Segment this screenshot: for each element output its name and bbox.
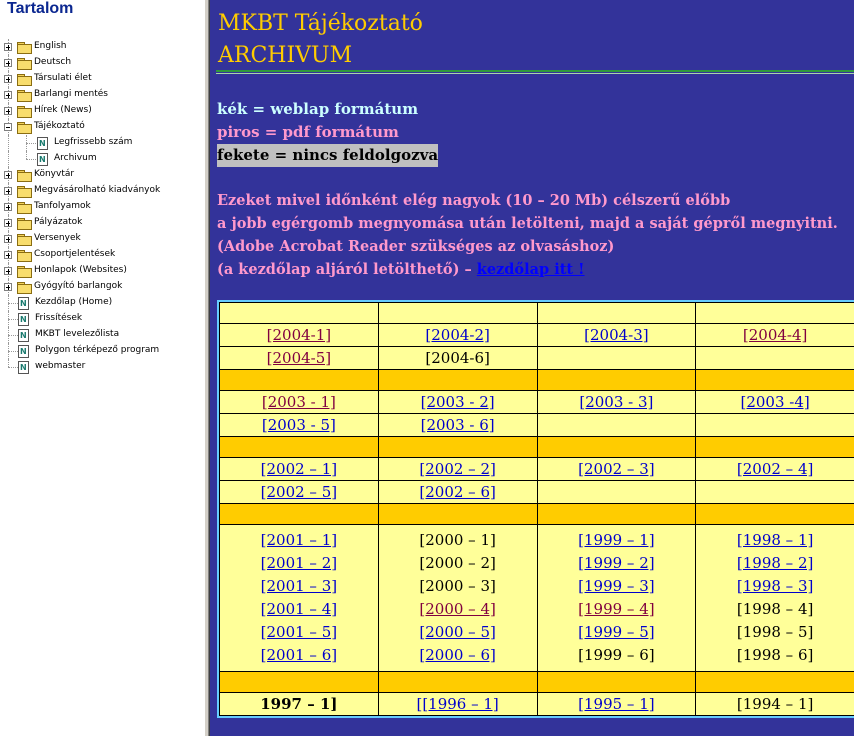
issue-link[interactable]: [2000 – 5]	[419, 623, 496, 641]
sidebar-item-label[interactable]: Megvásárolható kiadványok	[34, 185, 161, 195]
folder-icon	[17, 186, 32, 197]
notice-line3: (Adobe Acrobat Reader szükséges az olvasáshoz)	[217, 238, 615, 255]
issue-label: [2000 – 3]	[419, 577, 496, 595]
main-content	[210, 0, 854, 736]
expand-icon[interactable]	[4, 43, 12, 51]
tree-connector	[8, 151, 9, 167]
issue-link[interactable]: [2001 – 1]	[260, 531, 338, 549]
sidebar-item-kezd-lap-home[interactable]	[0, 295, 204, 311]
spacer-cell	[696, 504, 854, 525]
issue-link[interactable]: [2002 – 5]	[260, 483, 338, 501]
issue-link[interactable]: [2002 – 4]	[736, 460, 814, 478]
tree-connector	[26, 143, 36, 144]
table-top-row	[220, 303, 854, 324]
folder-icon	[17, 170, 32, 181]
archive-cell	[220, 414, 379, 437]
issue-label: [1998 – 5]	[736, 623, 814, 641]
sidebar-item-label[interactable]: Pályázatok	[34, 217, 83, 227]
issue-link[interactable]: [2002 – 6]	[419, 483, 496, 501]
page-icon	[18, 345, 29, 358]
spacer-cell	[220, 504, 379, 525]
page-icon	[18, 329, 29, 342]
issue-link[interactable]: [1995 – 1]	[578, 695, 655, 713]
issue-label: [1998 – 6]	[736, 646, 814, 664]
sidebar-item-friss-t-sek[interactable]	[0, 311, 204, 327]
issue-link[interactable]: [2003 - 3]	[579, 393, 654, 411]
sidebar-item-p-ly-zatok[interactable]	[0, 215, 204, 231]
issue-link[interactable]: [2003 - 5]	[261, 416, 336, 434]
table-row	[220, 481, 854, 504]
download-notice	[217, 189, 838, 281]
notice-line2: a jobb egérgomb megnyomása után letölteni, majd a saját gépről megnyitni.	[217, 215, 838, 232]
sidebar-item-csoportjelent-sek[interactable]	[0, 247, 204, 263]
tree-connector	[8, 303, 18, 304]
archive-cell	[696, 347, 854, 370]
expand-icon[interactable]	[4, 235, 12, 243]
archive-cell	[378, 481, 537, 504]
issue-link[interactable]: [2001 – 2]	[260, 554, 338, 572]
tree-view	[0, 39, 204, 375]
spacer-cell	[696, 437, 854, 458]
table-row	[220, 347, 854, 370]
sidebar	[0, 0, 204, 736]
tree-connector	[8, 135, 9, 151]
sidebar-item-label[interactable]: Gyógyító barlangok	[34, 281, 123, 291]
issue-link[interactable]: [2003 - 1]	[261, 393, 336, 411]
issue-label: 1997 – 1]	[260, 695, 338, 713]
spacer-cell	[696, 303, 854, 324]
issue-link[interactable]: [2000 – 6]	[419, 646, 496, 664]
folder-icon	[17, 266, 32, 277]
folder-icon	[17, 218, 32, 229]
issue-link[interactable]: [2004-2]	[425, 326, 490, 344]
archive-cell	[378, 347, 537, 370]
issue-link[interactable]: [2004-5]	[266, 349, 332, 367]
home-link[interactable]: kezdőlap itt !	[476, 261, 585, 278]
tree-connector	[8, 319, 18, 320]
archive-cell	[220, 391, 379, 414]
notice-line1: Ezeket mivel időnként elég nagyok (10 – 20 Mb) célszerű előbb	[217, 192, 731, 209]
expand-icon[interactable]	[4, 75, 12, 83]
spacer-cell	[378, 303, 537, 324]
issue-link[interactable]: [2004-3]	[584, 326, 649, 344]
archive-cell	[537, 324, 696, 347]
archive-cell	[696, 324, 854, 347]
title-rule-light	[216, 73, 854, 74]
group-separator	[220, 370, 854, 391]
spacer-cell	[537, 672, 696, 693]
folder-icon	[17, 122, 32, 133]
issue-label: [2004-6]	[425, 349, 490, 367]
tree-connector	[8, 351, 18, 352]
legend-black: fekete = nincs feldolgozva	[217, 144, 438, 167]
table-row	[220, 525, 854, 672]
spacer-cell	[378, 370, 537, 391]
tree-connector	[26, 151, 27, 159]
issue-link[interactable]: [1999 – 5]	[578, 623, 655, 641]
sidebar-item-label[interactable]: webmaster	[35, 361, 86, 371]
sidebar-item-label[interactable]: Deutsch	[34, 57, 72, 67]
sidebar-item-label[interactable]: Társulati élet	[34, 73, 92, 83]
archive-cell	[220, 324, 379, 347]
archive-cell	[537, 347, 696, 370]
sidebar-item-label[interactable]: MKBT levelezőlista	[35, 329, 120, 339]
issue-link[interactable]: [1999 – 2]	[578, 554, 655, 572]
archive-cell	[696, 525, 854, 672]
archive-cell	[220, 458, 379, 481]
sidebar-item-label[interactable]: Versenyek	[34, 233, 81, 243]
folder-icon	[17, 202, 32, 213]
spacer-cell	[220, 303, 379, 324]
issue-label: [1998 – 4]	[736, 600, 814, 618]
sidebar-item-archivum[interactable]	[0, 151, 204, 167]
archive-cell	[696, 693, 854, 716]
expand-icon[interactable]	[4, 59, 12, 67]
folder-icon	[17, 106, 32, 117]
folder-icon	[17, 250, 32, 261]
issue-link[interactable]: [2001 – 4]	[260, 600, 338, 618]
sidebar-item-label[interactable]: Kezdőlap (Home)	[35, 297, 113, 307]
group-separator	[220, 672, 854, 693]
sidebar-item-label[interactable]: Tájékoztató	[34, 121, 85, 131]
issue-link[interactable]: [1999 – 4]	[578, 600, 655, 618]
spacer-cell	[378, 437, 537, 458]
expand-icon[interactable]	[4, 107, 12, 115]
issue-link[interactable]: [2002 – 1]	[260, 460, 338, 478]
group-separator	[220, 504, 854, 525]
sidebar-item-label[interactable]: Honlapok (Websites)	[34, 265, 127, 275]
expand-icon[interactable]	[4, 91, 12, 99]
archive-cell	[696, 391, 854, 414]
issue-label: [2000 – 2]	[419, 554, 496, 572]
spacer-cell	[378, 672, 537, 693]
page-title-line2: ARCHIVUM	[218, 43, 353, 68]
issue-label: [1999 – 6]	[578, 646, 655, 664]
sidebar-item-honlapok-websites[interactable]	[0, 263, 204, 279]
folder-icon	[17, 282, 32, 293]
tree-connector	[26, 159, 36, 160]
folder-icon	[17, 58, 32, 69]
archive-cell	[378, 324, 537, 347]
spacer-cell	[696, 672, 854, 693]
archive-cell	[220, 347, 379, 370]
sidebar-item-label[interactable]: Tanfolyamok	[34, 201, 91, 211]
archive-cell	[378, 458, 537, 481]
expand-icon[interactable]	[4, 203, 12, 211]
page-icon	[18, 297, 29, 310]
expand-icon[interactable]	[4, 267, 12, 275]
sidebar-item-label[interactable]: Polygon térképező program	[35, 345, 160, 355]
sidebar-item-t-rsulati-let[interactable]	[0, 71, 204, 87]
sidebar-item-label[interactable]: Frissítések	[35, 313, 83, 323]
collapse-icon[interactable]	[4, 123, 12, 131]
sidebar-item-english[interactable]	[0, 39, 204, 55]
issue-link[interactable]: [2003 - 6]	[420, 416, 495, 434]
sidebar-item-mkbt-levelez-lista[interactable]	[0, 327, 204, 343]
title-rule	[216, 70, 854, 72]
sidebar-item-deutsch[interactable]	[0, 55, 204, 71]
table-row	[220, 324, 854, 347]
archive-cell	[537, 414, 696, 437]
tree-connector	[8, 335, 18, 336]
archive-cell	[378, 693, 537, 716]
expand-icon[interactable]	[4, 171, 12, 179]
issue-link[interactable]: [2003 - 2]	[420, 393, 495, 411]
sidebar-item-tanfolyamok[interactable]	[0, 199, 204, 215]
archive-cell	[696, 414, 854, 437]
issue-link[interactable]: [2001 – 3]	[260, 577, 338, 595]
spacer-cell	[537, 437, 696, 458]
spacer-cell	[220, 370, 379, 391]
table-row	[220, 693, 854, 716]
expand-icon[interactable]	[4, 283, 12, 291]
page-icon	[18, 361, 29, 374]
spacer-cell	[537, 303, 696, 324]
sidebar-item-label[interactable]: Könyvtár	[34, 169, 75, 179]
issue-link[interactable]: [2000 – 4]	[419, 600, 496, 618]
issue-link[interactable]: [2002 – 3]	[578, 460, 655, 478]
spacer-cell	[696, 370, 854, 391]
issue-link[interactable]: [2004-1]	[266, 326, 332, 344]
archive-cell	[537, 693, 696, 716]
issue-label: [2000 – 1]	[419, 531, 496, 549]
archive-table-frame	[217, 300, 854, 718]
spacer-cell	[220, 672, 379, 693]
issue-link[interactable]: [2004-4]	[742, 326, 808, 344]
expand-icon[interactable]	[4, 219, 12, 227]
sidebar-item-label[interactable]: English	[34, 41, 67, 51]
archive-cell	[537, 481, 696, 504]
sidebar-item-barlangi-ment-s[interactable]	[0, 87, 204, 103]
page-title-line1: MKBT Tájékoztató	[218, 11, 423, 36]
notice-line4: (a kezdőlap aljáról letölthető) –	[217, 261, 477, 278]
sidebar-item-versenyek[interactable]	[0, 231, 204, 247]
archive-cell	[537, 391, 696, 414]
sidebar-item-label[interactable]: Barlangi mentés	[34, 89, 108, 99]
sidebar-title: Tartalom	[7, 0, 74, 17]
sidebar-item-label[interactable]: Hírek (News)	[34, 105, 92, 115]
spacer-cell	[537, 370, 696, 391]
expand-icon[interactable]	[4, 251, 12, 259]
tree-connector	[8, 359, 9, 367]
page-icon	[37, 153, 48, 166]
table-row	[220, 458, 854, 481]
spacer-cell	[378, 504, 537, 525]
archive-cell	[696, 481, 854, 504]
archive-cell	[220, 693, 379, 716]
group-separator	[220, 437, 854, 458]
sidebar-item-gy-gy-t-barlangok[interactable]	[0, 279, 204, 295]
sidebar-item-megv-s-rolhat-kiadv-nyok[interactable]	[0, 183, 204, 199]
table-row	[220, 414, 854, 437]
sidebar-item-t-j-koztat[interactable]	[0, 119, 204, 135]
archive-cell	[378, 414, 537, 437]
folder-icon	[17, 234, 32, 245]
issue-link[interactable]: [2001 – 5]	[260, 623, 338, 641]
issue-link[interactable]: [[1996 – 1]	[416, 695, 499, 713]
archive-cell	[378, 525, 537, 672]
sidebar-item-legfrissebb-sz-m[interactable]	[0, 135, 204, 151]
archive-cell	[378, 391, 537, 414]
page-icon	[37, 137, 48, 150]
issue-label: [1994 – 1]	[736, 695, 814, 713]
folder-icon	[17, 90, 32, 101]
folder-icon	[17, 42, 32, 53]
expand-icon[interactable]	[4, 187, 12, 195]
issue-link[interactable]: [2002 – 2]	[419, 460, 496, 478]
sidebar-item-h-rek-news[interactable]	[0, 103, 204, 119]
legend-red: piros = pdf formátum	[217, 123, 399, 141]
sidebar-item-k-nyvt-r[interactable]	[0, 167, 204, 183]
issue-link[interactable]: [1998 – 2]	[736, 554, 814, 572]
spacer-cell	[537, 504, 696, 525]
issue-link[interactable]: [1998 – 1]	[736, 531, 814, 549]
sidebar-item-webmaster[interactable]	[0, 359, 204, 375]
spacer-cell	[220, 437, 379, 458]
archive-cell	[537, 525, 696, 672]
sidebar-item-label[interactable]: Archivum	[54, 153, 97, 163]
issue-link[interactable]: [1999 – 1]	[578, 531, 655, 549]
issue-link[interactable]: [1999 – 3]	[578, 577, 655, 595]
issue-link[interactable]: [2003 -4]	[740, 393, 810, 411]
folder-icon	[17, 74, 32, 85]
issue-link[interactable]: [1998 – 3]	[736, 577, 814, 595]
page-title	[218, 8, 423, 72]
page-icon	[18, 313, 29, 326]
sidebar-item-label[interactable]: Legfrissebb szám	[54, 137, 133, 147]
sidebar-item-polygon-t-rk-pez-program[interactable]	[0, 343, 204, 359]
sidebar-item-label[interactable]: Csoportjelentések	[34, 249, 116, 259]
legend-blue: kék = weblap formátum	[217, 100, 419, 118]
archive-cell	[220, 481, 379, 504]
archive-cell	[696, 458, 854, 481]
archive-cell	[220, 525, 379, 672]
tree-connector	[8, 367, 18, 368]
issue-link[interactable]: [2001 – 6]	[260, 646, 338, 664]
archive-table	[219, 302, 854, 716]
format-legend	[217, 98, 438, 167]
archive-cell	[537, 458, 696, 481]
table-row	[220, 391, 854, 414]
